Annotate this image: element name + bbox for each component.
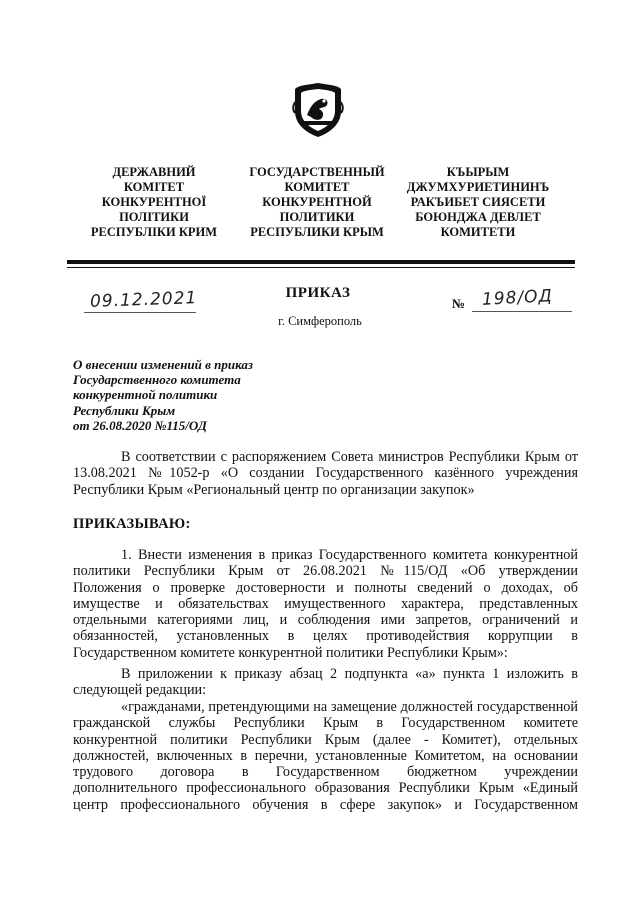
order-subject — [73, 357, 313, 433]
header-crh-line: ДЖУМХУРИЕТИНИНЪ — [406, 180, 550, 194]
header-ukrainian — [74, 165, 234, 240]
item-1-sub-paragraph — [73, 666, 578, 699]
item-1-paragraph — [73, 547, 578, 661]
quote-line: «гражданами, претендующими на замещение должностей государственной — [121, 699, 578, 715]
quote-line: дополнительного профессионального образования Республики Крым «Единый — [73, 780, 578, 797]
quote-line: гражданской службы Республики Крым в Государственном комитете — [73, 715, 578, 732]
subject-line: Республики Крым — [73, 402, 176, 418]
subject-line: О внесении изменений в приказ — [73, 357, 253, 372]
preamble-line: 13.08.2021 №1052-р «О создании Государственного казённого учреждения — [73, 465, 578, 482]
item-1-line: имуществе и обязательствах имущественного характера, представленных — [73, 595, 578, 612]
order-title: ПРИКАЗ — [285, 285, 351, 301]
header-russian — [237, 165, 397, 240]
header-ua-line: ДЕРЖАВНИЙ — [112, 165, 196, 179]
quote-line: конкурентной политики Республики Крым (далее - Комитет), отдельных — [73, 731, 578, 748]
header-ua-line: КОМІТЕТ — [123, 180, 185, 194]
header-ru-line: ПОЛИТИКИ — [279, 210, 355, 224]
subject-line: Государственного комитета — [73, 372, 241, 388]
header-ua-line: КОНКУРЕНТНОЇ — [101, 195, 207, 209]
header-ua-line: РЕСПУБЛІКИ КРИМ — [90, 225, 218, 239]
header-crh-line: РАКЪИБЕТ СИЯСЕТИ — [410, 195, 546, 209]
item-1-line: Положения о проверке достоверности и полноты сведений о доходах, об — [73, 579, 578, 596]
number-sign: № — [452, 296, 466, 311]
header-ru-line: ГОСУДАРСТВЕННЫЙ — [249, 165, 385, 179]
header-ru-line: КОМИТЕТ — [284, 180, 350, 194]
header-ru-line: КОНКУРЕНТНОЙ — [262, 195, 372, 209]
item-1-line: 1. Внести изменения в приказ Государственного комитета конкурентной — [121, 547, 578, 563]
item-1-sub-line: В приложении к приказу абзац 2 подпункта «а» пункта 1 изложить в — [121, 666, 578, 682]
item-1-sub-line: следующей редакции: — [73, 682, 207, 699]
subject-line: от 26.08.2020 №115/ОД — [73, 417, 207, 433]
decree-word: ПРИКАЗЫВАЮ: — [73, 516, 191, 532]
quote-line: центр профессионального обучения в сфере закупок» и Государственном — [73, 796, 578, 813]
preamble-line: В соответствии с распоряжением Совета министров Республики Крым от — [121, 449, 578, 465]
item-1-line: политики Республики Крым от 26.08.2021 №115/ОД «Об утверждении — [73, 563, 578, 580]
header-crimean-tatar — [398, 165, 558, 240]
subject-line: конкурентной политики — [73, 387, 218, 403]
item-1-line: обязанностей, установленных в целях противодействия коррупции в — [73, 628, 578, 645]
preamble-line: Республики Крым «Региональный центр по организации закупок» — [73, 481, 475, 498]
quote-line: трудового договора в Государственном бюджетном учреждении — [73, 764, 578, 781]
header-divider-thick — [67, 260, 575, 264]
item-1-line: Государственном комитете конкурентной политики Республики Крым»: — [73, 644, 508, 661]
order-date: 09.12.2021 — [89, 288, 198, 312]
header-crh-line: КЪЫРЫМ — [446, 165, 510, 179]
order-number: 198/ОД — [481, 286, 554, 310]
date-underline — [84, 312, 196, 313]
preamble-paragraph — [73, 449, 578, 498]
order-city: г. Симферополь — [278, 314, 362, 328]
quote-line: должностей, включенных в перечни, установленные Комитетом, на основании — [73, 747, 578, 764]
header-crh-line: БОЮНДЖА ДЕВЛЕТ — [415, 210, 541, 224]
header-ru-line: РЕСПУБЛИКИ КРЫМ — [250, 225, 384, 239]
header-crh-line: КОМИТЕТИ — [440, 225, 516, 239]
header-divider-thin — [67, 267, 575, 268]
item-1-line: отдельными категориями лиц, и соблюдения ими запретов, ограничений и — [73, 612, 578, 629]
header-ua-line: ПОЛІТИКИ — [119, 210, 189, 224]
quoted-paragraph — [73, 699, 578, 813]
number-underline — [472, 311, 572, 312]
crimea-emblem-icon — [289, 81, 347, 139]
